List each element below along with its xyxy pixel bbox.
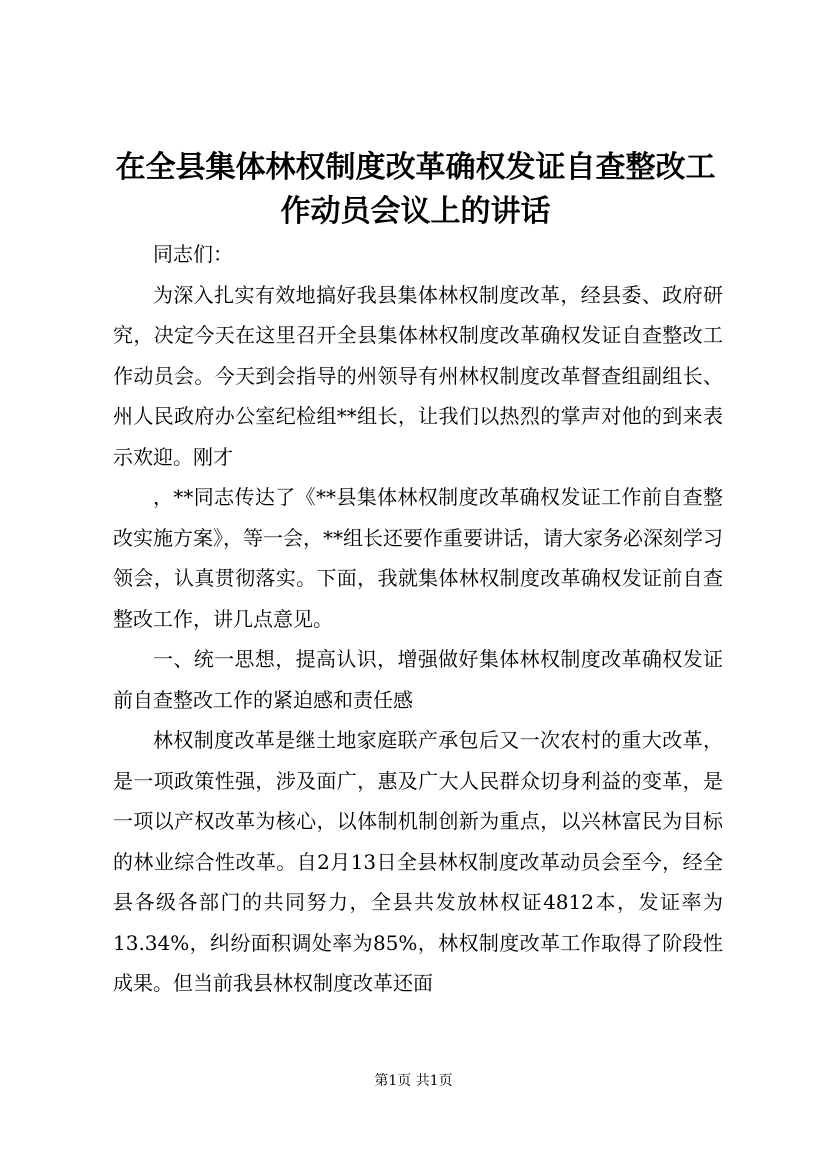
section-one-paragraph: 林权制度改革是继土地家庭联产承包后又一次农村的重大改革，是一项政策性强，涉及面广，惠及广大人民群众切身利益的变革，是一项以产权改革为核心，以体制机制创新为重点，以兴林富民为目标的林业综合性改革。自2月13日全县林权制度改革动员会至今，经全县各级各部门的共同努力，全县共发放林权证4812本，发证率为13.34%，纠纷面积调处率为85%，林权制度改革工作取得了阶段性成果。但当前我县林权制度改革还面 — [113, 728, 723, 995]
intro-paragraph: 为深入扎实有效地搞好我县集体林权制度改革，经县委、政府研究，决定今天在这里召开全县集体林权制度改革确权发证自查整改工作动员会。今天到会指导的州领导有州林权制度改革督查组副组长、州人民政府办公室纪检组**组长，让我们以热烈的掌声对他的到来表示欢迎。刚才 — [113, 282, 723, 469]
document-body — [113, 234, 723, 1004]
page-footer: 第1页 共1页 — [374, 1073, 453, 1089]
section-heading-one: 一、统一思想，提高认识，增强做好集体林权制度改革确权发证前自查整改工作的紧迫感和责任感 — [113, 647, 723, 712]
salutation-paragraph: 同志们： — [153, 242, 233, 266]
continuation-paragraph: ，**同志传达了《**县集体林权制度改革确权发证工作前自查整改实施方案》，等一会，**组长还要作重要讲话，请大家务必深刻学习领会，认真贯彻落实。下面，我就集体林权制度改革确权发证前自查整改工作，讲几点意见。 — [113, 485, 723, 631]
document-title: 在全县集体林权制度改革确权发证自查整改工作动员会议上的讲话 — [115, 150, 716, 229]
